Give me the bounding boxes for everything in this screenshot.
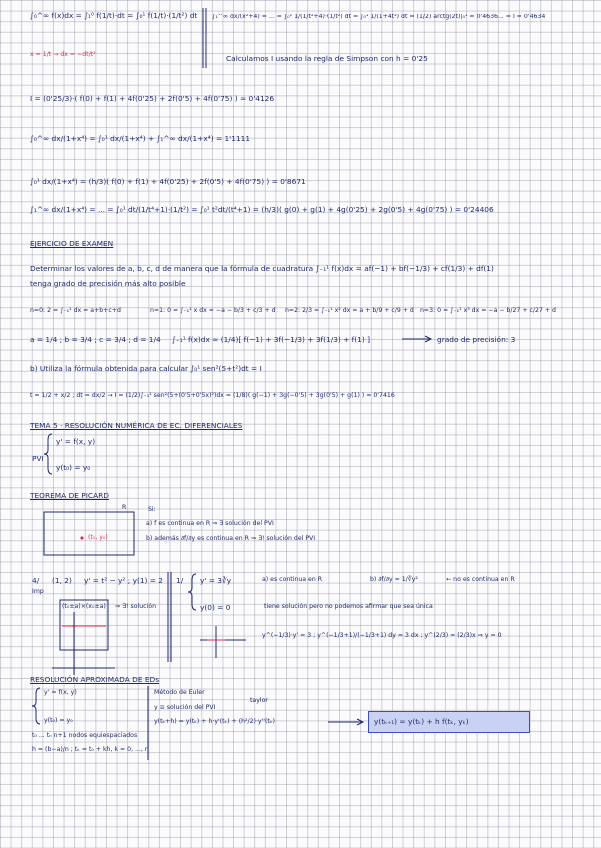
picard-point-label: (t₀, y₀) bbox=[88, 534, 108, 541]
pvi-brace bbox=[44, 434, 52, 474]
part-b-calculation: t = 1/2 + x/2 ; dt = dx/2 → I = (1/2)∫₋₁¹ sen²(5+(0'5+0'5x)²)dx = (1/8)( g(−1) + 3g(−0'5) + 3g(0'5) + g(1) ) ≈ 0'7416 bbox=[30, 392, 395, 399]
euler-taylor: taylor bbox=[250, 697, 268, 704]
euler-pvi-equation-1: y' = f(x, y) bbox=[44, 689, 77, 696]
pvi-equation-1: y' = f(x, y) bbox=[56, 437, 96, 446]
part-b-statement: b) Utiliza la fórmula obtenida para calcular ∫₀¹ sen²(5+t²)dt = I bbox=[30, 364, 262, 373]
ex2-brace bbox=[188, 574, 196, 610]
euler-result: y(tₖ₊₁) ≈ y(tₖ) + h f(tₖ, yₖ) bbox=[374, 717, 469, 726]
picard-si: Si: bbox=[148, 506, 156, 513]
example-integral: ∫₁^∞ dx/(x²+4) = ... = ∫₀¹ 1/(1/t²+4)·(1/t²) dt = ∫₀¹ 1/(1+4t²) dt = (1/2) arctg(2t)|₀¹ ≈ 0'4636... = I ≈ 0'4634 bbox=[212, 14, 546, 20]
picard-heading: TEOREMA DE PICARD bbox=[30, 491, 109, 500]
exam-statement-1: Determinar los valores de a, b, c, d de manera que la fórmula de cuadratura ∫₋₁¹ f(x)dx = af(−1) + bf(−1/3) + cf(1/3) + df(1) bbox=[30, 264, 494, 273]
coefficients-solution: a = 1/4 ; b = 3/4 ; c = 3/4 ; d = 1/4 bbox=[30, 335, 161, 344]
euler-solution-note: y ≡ solución del PVI bbox=[154, 704, 216, 711]
ex1-equation: y' = t² − y² ; y(1) = 2 bbox=[84, 576, 164, 585]
simpson-calculation: I = (0'25/3)·( f(0) + f(1) + 4f(0'25) + 2f(0'5) + 4f(0'75) ) ≈ 0'4126 bbox=[30, 94, 275, 103]
picard-condition-a: a) f es continua en R ⇒ ∃ solución del PVI bbox=[146, 520, 274, 527]
equation-n2: n=2: 2/3 = ∫₋₁¹ x² dx = a + b/9 + c/9 + d bbox=[285, 307, 414, 314]
euler-expansion: y(tₖ+h) = y(tₖ) + h·y'(tₖ) + (h²/2)·y''(tₖ) bbox=[154, 718, 275, 725]
picard-point-marker bbox=[80, 536, 83, 539]
tema5-heading: TEMA 5 · RESOLUCIÓN NUMÉRICA DE EC. DIFERENCIALES bbox=[30, 421, 243, 430]
integral-change-of-variable: ∫₀^∞ f(x)dx = ∫₁⁰ f(1/t)·dt = ∫₀¹ f(1/t)·(1/t²) dt bbox=[30, 11, 198, 20]
ex2-calculation: y^(−1/3)·y' = 3 ; y^(−1/3+1)/(−1/3+1) dy = 3 dx ; y^(2/3) = (2/3)x ⇒ y = 0 bbox=[262, 632, 502, 639]
euler-pvi-equation-2: y(t₀) = y₀ bbox=[44, 717, 73, 724]
pvi-equation-2: y(t₀) = y₀ bbox=[56, 463, 91, 472]
euler-step: h = (b−a)/n ; tₖ = t₀ + kh, k = 0, ..., n bbox=[32, 746, 149, 753]
equation-n1: n=1: 0 = ∫₋₁¹ x dx = −a − b/3 + c/3 + d bbox=[150, 307, 276, 314]
exam-statement-2: tenga grado de precisión más alto posible bbox=[30, 279, 186, 288]
quadrature-formula: ∫₋₁¹ f(x)dx ≈ (1/4)[ f(−1) + 3f(−1/3) + 3f(1/3) + f(1) ] bbox=[172, 335, 370, 344]
simpson-second-integral: ∫₁^∞ dx/(1+x⁴) = ... = ∫₀¹ dt/(1/t⁴+1)·(1/t²) = ∫₀¹ t²dt/(t⁴+1) = (h/3)( g(0) + g(1) + 4g(0'25) + 2g(0'5) + 4g(0'75) ) = 0'24406 bbox=[30, 205, 494, 214]
ex1-conclusion: ⇒ ∃! solución bbox=[115, 603, 156, 610]
ex1-box-label: (t₀±a)×(x₀±a) bbox=[62, 603, 106, 610]
euler-brace bbox=[32, 688, 40, 724]
equation-n3: n=3: 0 = ∫₋₁¹ x³ dx = −a − b/27 + c/27 + d bbox=[420, 307, 556, 314]
precision-degree: grado de precisión: 3 bbox=[437, 335, 516, 344]
euler-heading: RESOLUCIÓN APROXIMADA DE EDs bbox=[30, 675, 160, 684]
substitution-note: x = 1/t → dx = −dt/t² bbox=[30, 51, 96, 58]
ex2-marker: 1/ bbox=[176, 576, 184, 585]
exam-heading: EJERCICIO DE EXAMEN bbox=[30, 239, 114, 248]
ex2-equation-1: y' = 3∛y bbox=[200, 576, 232, 585]
equation-n0: n=0: 2 = ∫₋₁¹ dx = a+b+c+d bbox=[30, 307, 121, 314]
ex2-note: tiene solución pero no podemos afirmar que sea única bbox=[264, 603, 433, 610]
picard-region-label: R bbox=[122, 504, 127, 511]
ex2-condition-b-lhs: b) ∂f/∂y = 1/∛y² bbox=[370, 576, 418, 583]
picard-condition-b: b) además ∂f/∂y es continua en R ⇒ ∃! solución del PVI bbox=[146, 535, 316, 542]
pvi-label: PVI bbox=[32, 454, 44, 463]
ex2-equation-2: y(0) = 0 bbox=[200, 603, 231, 612]
ex1-note: Imp bbox=[32, 588, 44, 595]
ex2-condition-b-rhs: ← no es continua en R bbox=[446, 576, 515, 583]
ex1-point: (1, 2) bbox=[52, 576, 72, 585]
picard-region-rect bbox=[44, 512, 134, 555]
euler-nodes: t₀ ... tₙ n+1 nodos equiespaciados bbox=[32, 732, 138, 739]
ex2-condition-a: a) es continua en R bbox=[262, 576, 323, 583]
simpson-note: Calculamos I usando la regla de Simpson con h = 0'25 bbox=[226, 54, 428, 63]
ex1-sketch-rect bbox=[60, 600, 108, 650]
split-integral: ∫₀^∞ dx/(1+x⁴) = ∫₀¹ dx/(1+x⁴) + ∫₁^∞ dx/(1+x⁴) = 1'1111 bbox=[30, 134, 251, 143]
ex1-marker: 4/ bbox=[32, 576, 40, 585]
euler-method-title: Método de Euler bbox=[154, 689, 205, 696]
simpson-first-integral: ∫₀¹ dx/(1+x⁴) = (h/3)( f(0) + f(1) + 4f(0'25) + 2f(0'5) + 4f(0'75) ) = 0'8671 bbox=[30, 177, 306, 186]
